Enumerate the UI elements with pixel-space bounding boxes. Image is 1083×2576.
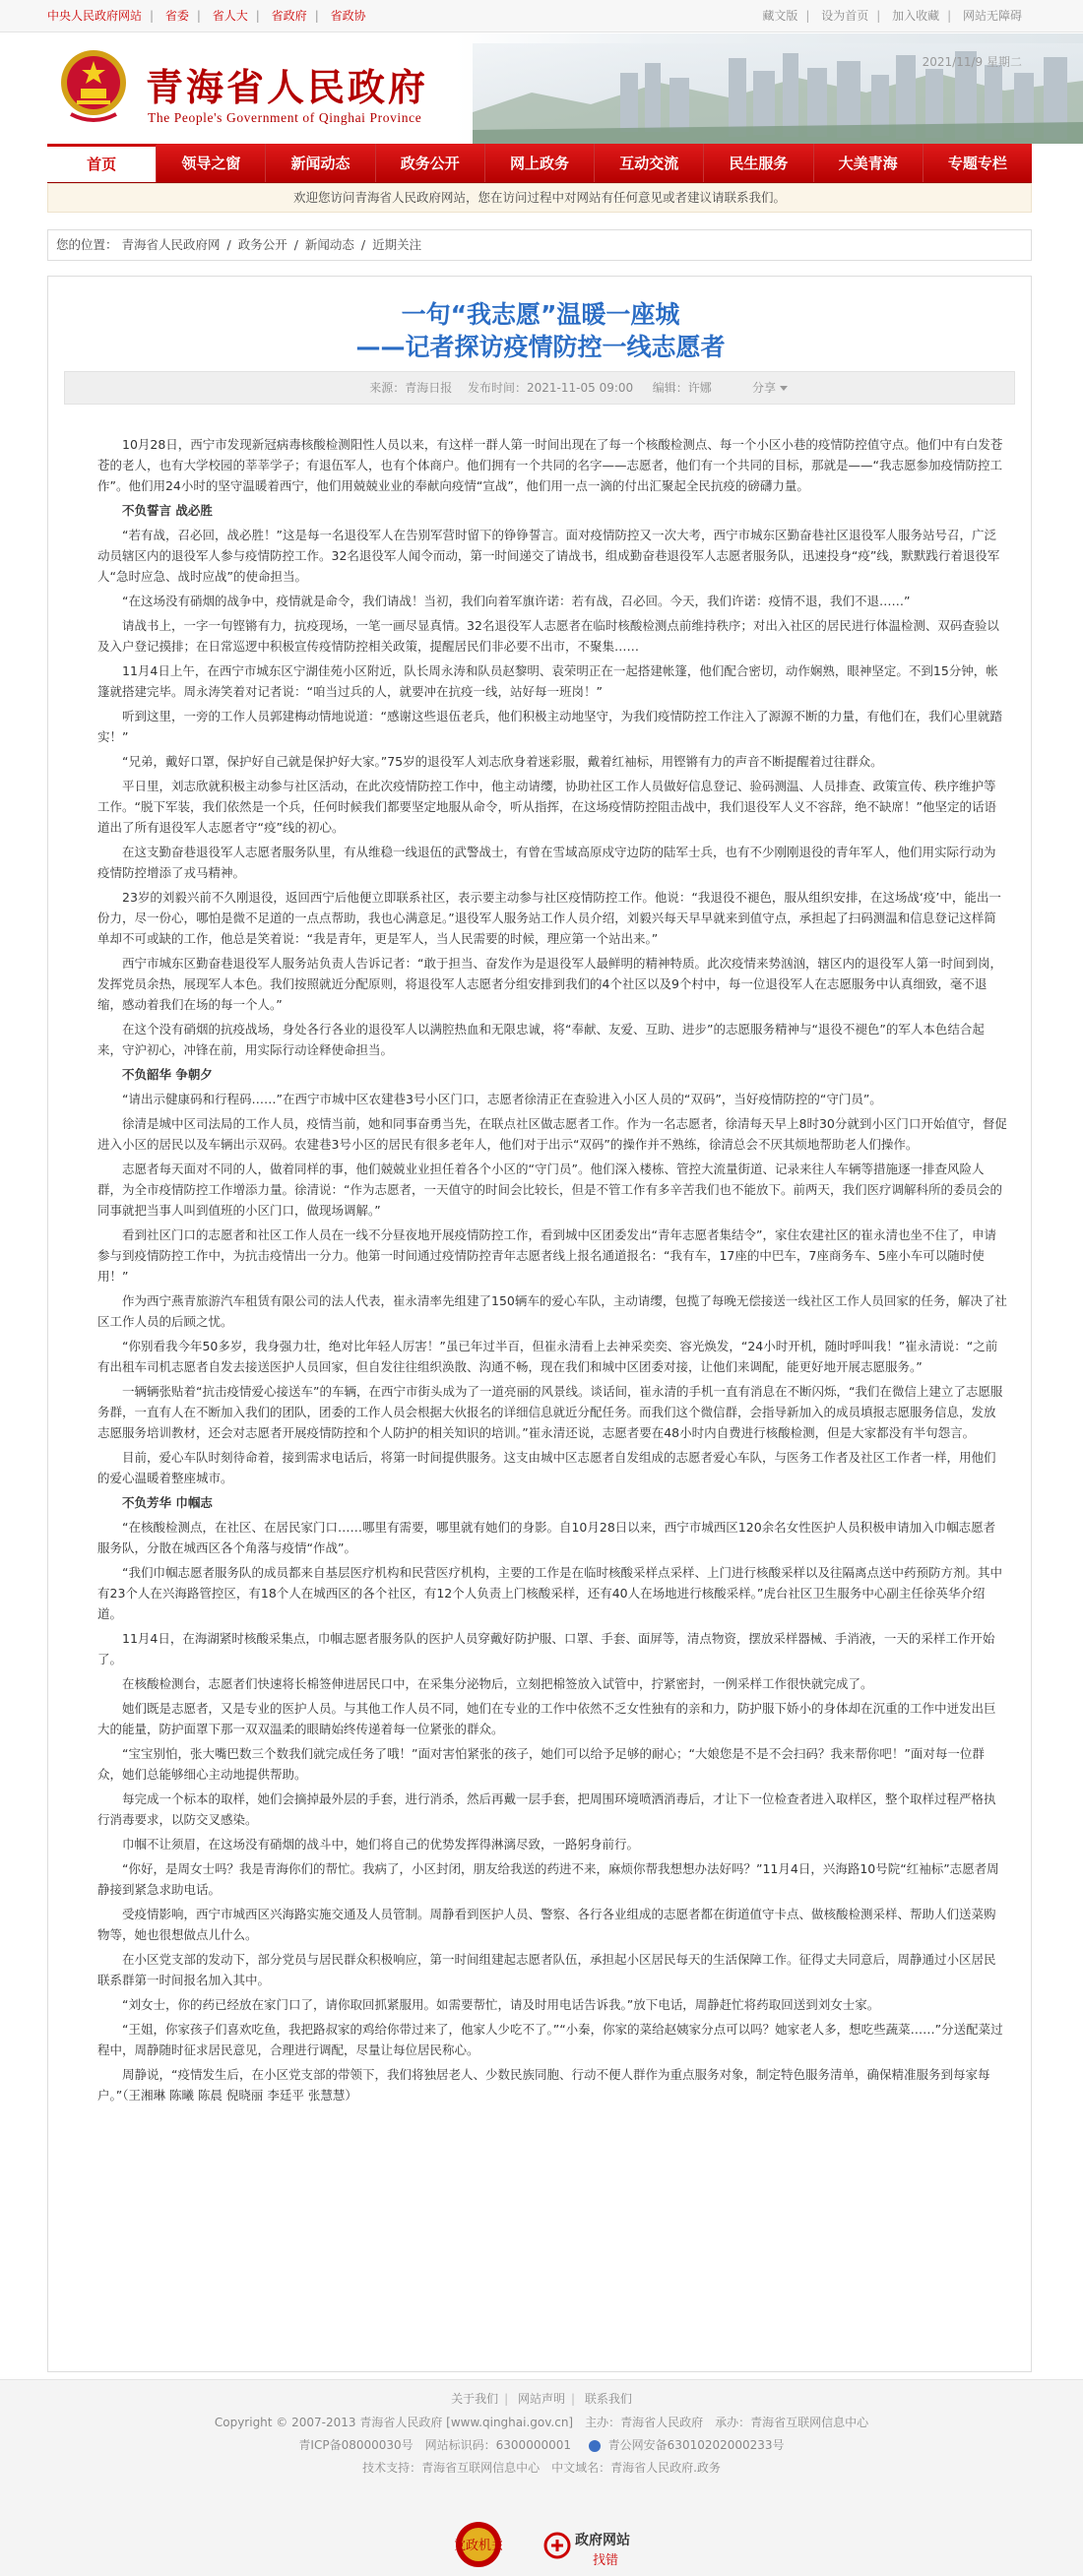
article-paragraph: 志愿者每天面对不同的人，做着同样的事，他们兢兢业业担任着各个小区的“守门员”。他们深入楼栋、管控大流量街道、记录来往人车辆等措施逐一排查风险人群，为全市疫情防控工作增添力量。徐清说：“作为志愿者，一天值守的时间会比较长，但是不管工作有多辛苦我们也不能放下。前两天，我们医疗调解科所的委员会的同事就把当事人叫到值班的小区门口，做现场调解。” (97, 1162, 1002, 1218)
footer-link-about[interactable]: 关于我们 (451, 2392, 499, 2406)
site-title-english: The People's Government of Qinghai Province (148, 110, 422, 125)
nav-special-topics[interactable]: 专题专栏 (947, 155, 1007, 172)
article-paragraph: “你好，是周女士吗？我是青海你们的帮忙。我病了，小区封闭，朋友给我送的药进不来，麻烦你帮我想想办法好吗？”11月4日，兴海路10号院“红袖标”志愿者周静接到紧急求助电话。 (97, 1861, 999, 1897)
article-paragraph: “刘女士，你的药已经放在家门口了，请你取回抓紧服用。如需要帮忙，请及时用电话告诉我。”放下电话，周静赶忙将药取回送到刘女士家。 (122, 1997, 880, 2012)
section-subheading: 不负誓言 战必胜 (122, 503, 213, 518)
link-cppcc[interactable]: 省政协 (330, 9, 366, 23)
site-header (0, 33, 1083, 144)
top-bar (0, 0, 1083, 32)
article-title (48, 298, 1033, 363)
link-provincial-committee[interactable]: 省委 (164, 9, 189, 23)
article-paragraph: “请出示健康码和行程码……”在西宁市城中区农建巷3号小区门口，志愿者徐清正在查验进入小区人员的“双码”，当好疫情防控的“守门员”。 (122, 1092, 882, 1106)
nav-news[interactable]: 新闻动态 (266, 144, 375, 182)
breadcrumb-item-news[interactable]: 新闻动态 (304, 237, 354, 252)
article-paragraph: “在核酸检测点，在社区、在居民家门口……哪里有需要，哪里就有她们的身影。自10月28日以来，西宁市城西区120余名女性医护人员积极申请加入巾帼志愿者服务队，分散在城西区各个角落与疫情“作战”。 (97, 1520, 996, 1555)
current-date: 2021/11/9 星期二 (922, 55, 1022, 69)
gov-site-error-report-badge[interactable] (543, 2528, 652, 2567)
footer-support: 技术支持：青海省互联网信息中心 中文域名：青海省人民政府.政务 (362, 2461, 721, 2475)
link-tibetan-version[interactable]: 藏文版 (762, 9, 798, 23)
section-subheading: 不负芳华 巾帼志 (122, 1495, 213, 1510)
article-paragraph: 在这支勤奋巷退役军人志愿者服务队里，有从维稳一线退伍的武警战士，有曾在雪域高原戍守边防的陆军士兵，也有不少刚刚退役的青年军人，他们用实际行动为疫情防控增添了戎马精神。 (97, 845, 996, 880)
badge-gov-site-label: 政府网站 (575, 2533, 630, 2548)
article-meta-info: 来源：青海日报 发布时间：2021-11-05 09:00 编辑：许娜 (369, 381, 712, 395)
article-paragraph: 西宁市城东区勤奋巷退役军人服务站负责人告诉记者：“敢于担当、奋发作为是退役军人最鲜明的精神特质。此次疫情来势汹汹，辖区内的退役军人第一时间到岗，发挥党员余热，展现军人本色。我们按照就近分配原则，将退役军人志愿者分组安排到我们的4个社区以及9个村中，每一位退役军人在志愿服务中认真细致，毫不退缩，感动着我们在场的每一个人。” (97, 956, 1002, 1012)
article-paragraph: 她们既是志愿者，又是专业的医护人员。与其他工作人员不同，她们在专业的工作中依然不乏女性独有的亲和力，防护服下娇小的身体却在沉重的工作中迸发出巨大的能量，防护面罩下那一双双温柔的眼睛始终传递着每一位紧张的群众。 (97, 1701, 996, 1736)
article-paragraph: 看到社区门口的志愿者和社区工作人员在一线不分昼夜地开展疫情防控工作，看到城中区团委发出“青年志愿者集结令”，家住农建社区的崔永清也坐不住了，申请参与到疫情防控工作中，为抗击疫情出一分力。他第一时间通过疫情防控青年志愿者线上报名通道报名：“我有车，17座的中巴车，7座商务车、5座小车可以随时使用！” (97, 1227, 996, 1284)
article-paragraph: 一辆辆张贴着“抗击疫情爱心接送车”的车辆，在西宁市街头成为了一道亮丽的风景线。谈话间，崔永清的手机一直有消息在不断闪烁，“我们在微信上建立了志愿服务群，一直有人在不断加入我们的团队，团委的工作人员会根据大伙报名的详细信息就近分配任务。而我们这个微信群，会指导新加入的成员填报志愿服务信息，发放志愿服务培训教材，还会对志愿者开展疫情防控和个人防护的相关知识的培训。”崔永清还说，志愿者要在48小时内自费进行核酸检测，但是大家都没有半句怨言。 (97, 1384, 1003, 1440)
section-subheading: 不负韶华 争朝夕 (122, 1067, 213, 1082)
party-gov-badge-icon (455, 2521, 502, 2568)
article-paragraph: “王姐，你家孩子们喜欢吃鱼，我把路叔家的鸡给你带过来了，他家人少吃不了。”“小秦，你家的菜给赵姨家分点可以吗？她家老人多，想吃些蔬菜……”分送配菜过程中，周静随时征求居民意见，合理进行调配，尽量让每位居民称心。 (97, 2022, 1003, 2057)
article-paragraph: “在这场没有硝烟的战争中，疫情就是命令，我们请战！当初，我们向着军旗许诺：若有战，召必回。今天，我们许诺：疫情不退，我们不退……” (122, 594, 911, 608)
link-provincial-gov[interactable]: 省政府 (271, 9, 307, 23)
footer-icp-text: 青ICP备08000030号 网站标识码：6300000001 (298, 2438, 572, 2452)
top-links-left: 中央人民政府网站 | 省委 | 省人大 | 省政府 | 省政协 (47, 9, 366, 23)
breadcrumb-separator: / (360, 237, 366, 252)
article-paragraph: 11月4日上午，在西宁市城东区宁湖佳苑小区附近，队长周永涛和队员赵黎明、袁荣明正在一起搭建帐篷，他们配合密切，动作娴熟，眼神坚定。不到15分钟，帐篷就搭建完毕。周永涛笑着对记者说：“咱当过兵的人，就要冲在抗疫一线，站好每一班岗！” (97, 663, 998, 699)
breadcrumb-item-home[interactable]: 青海省人民政府网 (121, 237, 221, 252)
welcome-banner: 欢迎您访问青海省人民政府网站，您在访问过程中对网站有任何意见或者建议请联系我们。 (47, 183, 1032, 213)
link-add-favorite[interactable]: 加入收藏 (892, 9, 940, 23)
article-paragraph: “兄弟，戴好口罩，保护好自己就是保护好大家。”75岁的退役军人刘志欣身着迷彩服，戴着红袖标，用铿锵有力的声音不断提醒着过往群众。 (122, 754, 883, 769)
article-paragraph: 10月28日，西宁市发现新冠病毒核酸检测阳性人员以来，有这样一群人第一时间出现在了每一个核酸检测点、每一个小区小巷的疫情防控值守点。他们中有白发苍苍的老人，也有大学校园的莘莘学子；有退伍军人，也有个体商户。他们拥有一个共同的名字——志愿者，他们有一个共同的目标，那就是——“我志愿参加疫情防控工作”。他们用24小时的坚守温暖着西宁，他们用兢兢业业的奉献向疫情“宣战”，他们用一点一滴的付出汇聚起全民抗疫的磅礴力量。 (97, 437, 1003, 493)
footer-links: 关于我们 | 网站声明 | 联系我们 (451, 2392, 632, 2406)
article-paragraph: 23岁的刘毅兴前不久刚退役，返回西宁后他便立即联系社区，表示要主动参与社区疫情防控工作。他说：“我退役不褪色，服从组织安排，在这场战‘疫’中，能出一份力，尽一份心，哪怕是微不足道的一点点帮助，我也心满意足。”退役军人服务站工作人员介绍，刘毅兴每天早早就来到值守点，承担起了扫码测温和信息登记这样简单却不可或缺的工作，他总是笑着说：“我是青年，更是军人，当人民需要的时候，理应第一个站出来。” (97, 890, 1001, 946)
national-emblem-logo (57, 45, 130, 124)
breadcrumb-separator: / (293, 237, 298, 252)
article-paragraph: 受疫情影响，西宁市城西区兴海路实施交通及人员管制。周静看到医护人员、警察、各行各业组成的志愿者都在街道值守卡点、做核酸检测采样、帮助人们送菜购物等，她也很想做点儿什么。 (97, 1907, 996, 1942)
article-paragraph: 平日里，刘志欣就积极主动参与社区活动，在此次疫情防控工作中，他主动请缨，协助社区工作人员做好信息登记、验码测温、人员排查、政策宣传、秩序维护等工作。“脱下军装，我们依然是一个兵，任何时候我们都要坚定地服从命令，听从指挥，在这场疫情防控阻击战中，我们退役军人义不容辞，绝不缺席！”他坚定的话语道出了所有退役军人志愿者守“疫”线的初心。 (97, 779, 996, 835)
article-paragraph: 巾帼不让须眉，在这场没有硝烟的战斗中，她们将自己的优势发挥得淋漓尽致，一路躬身前行。 (122, 1837, 640, 1852)
footer-icp (0, 2436, 1083, 2453)
share-label: 分享 (752, 381, 777, 395)
breadcrumb-item-gov-affairs[interactable]: 政务公开 (237, 237, 287, 252)
site-title: 青海省人民政府 (146, 65, 429, 109)
article-paragraph: 在核酸检测台，志愿者们快速将长棉签伸进居民口中，在采集分泌物后，立刻把棉签放入试管中，拧紧密封，一例采样工作很快就完成了。 (122, 1676, 873, 1691)
party-gov-badge[interactable] (455, 2521, 502, 2568)
breadcrumb-label: 您的位置： (56, 237, 118, 252)
link-central-gov[interactable]: 中央人民政府网站 (47, 9, 143, 23)
share-button[interactable] (752, 372, 788, 404)
nav-livelihood[interactable]: 民生服务 (704, 144, 813, 182)
nav-leaders[interactable]: 领导之窗 (157, 144, 266, 182)
article-paragraph: 周静说，“疫情发生后，在小区党支部的带领下，我们将独居老人、少数民族同胞、行动不便人群作为重点服务对象，制定特色服务清单，确保精准服务到每家每户。”（王湘琳 陈曦 陈晨 倪晓丽 李廷平 张慧慧） (97, 2067, 990, 2103)
article-body (97, 434, 1007, 2109)
article-paragraph: 在小区党支部的发动下，部分党员与居民群众积极响应，第一时间组建起志愿者队伍，承担起小区居民每天的生活保障工作。征得丈夫同意后，周静通过小区居民联系群第一时间报名加入其中。 (97, 1952, 996, 1987)
nav-online-services[interactable]: 网上政务 (485, 144, 595, 182)
link-set-homepage[interactable]: 设为首页 (821, 9, 869, 23)
error-report-icon (543, 2532, 571, 2559)
article-paragraph: 请战书上，一字一句铿锵有力，抗疫现场，一笔一画尽显真情。32名退役军人志愿者在临时核酸检测点前维持秩序；对出入社区的居民进行体温检测、双码查验以及入户登记摸排；在日常巡逻中积极宣传疫情防控相关政策，提醒居民们非必要不出市，不聚集…… (97, 618, 999, 654)
article-paragraph: 徐清是城中区司法局的工作人员，疫情当前，她和同事奋勇当先，在联点社区做志愿者工作。作为一名志愿者，徐清每天早上8时30分就到小区门口开始值守，督促进入小区的居民以及车辆出示双码。农建巷3号小区的居民有很多老年人，他们对于出示“双码”的操作并不熟练，徐清总会不厌其烦地帮助老人们操作。 (97, 1116, 1007, 1152)
top-links-right: 藏文版 | 设为首页 | 加入收藏 | 网站无障碍 (762, 9, 1022, 23)
breadcrumb-separator: / (226, 237, 231, 252)
site-footer (0, 2379, 1083, 2576)
article-paragraph: “你别看我今年50多岁，我身强力壮，绝对比年轻人厉害！”虽已年过半百，但崔永清看上去神采奕奕、容光焕发，“24小时开机，随时呼叫我！”崔永清说：“之前有出租车司机志愿者自发去接送医护人员回家，但自发往往组织涣散、沟通不畅，现在我们和城中区团委对接，让他们来调配，能更好地开展志愿服务。” (97, 1339, 998, 1374)
link-accessibility[interactable]: 网站无障碍 (962, 9, 1022, 23)
nav-gov-affairs[interactable]: 政务公开 (376, 144, 485, 182)
footer-police-text: 青公网安备63010202000233号 (607, 2438, 785, 2452)
link-provincial-congress[interactable]: 省人大 (212, 9, 248, 23)
article-container (47, 276, 1032, 2372)
article-paragraph: 每完成一个标本的取样，她们会摘掉最外层的手套，进行消杀，然后再戴一层手套，把周围环境喷洒消毒后，才让下一位检查者进入取样区，整个取样过程严格执行消毒要求，以防交叉感染。 (97, 1791, 996, 1827)
footer-link-contact[interactable]: 联系我们 (584, 2392, 632, 2406)
nav-interaction[interactable]: 互动交流 (595, 144, 704, 182)
article-paragraph: “若有战，召必回，战必胜！”这是每一名退役军人在告别军营时留下的铮铮誓言。面对疫情防控又一次大考，西宁市城东区勤奋巷社区退役军人服务站号召，广泛动员辖区内的退役军人参与疫情防控工作。32名退役军人闻令而动，第一时间递交了请战书，组成勤奋巷退役军人志愿者服务队，迅速投身“疫”线，默默践行着退役军人“急时应急、战时应战”的使命担当。 (97, 528, 1000, 584)
footer-link-statement[interactable]: 网站声明 (517, 2392, 565, 2406)
breadcrumb (47, 229, 1032, 261)
main-nav (47, 144, 1032, 183)
article-paragraph: 在这个没有硝烟的抗疫战场，身处各行各业的退役军人以满腔热血和无限忠诚，将“奉献、友爱、互助、进步”的志愿服务精神与“退役不褪色”的军人本色结合起来，守沪初心，冲锋在前，用实际行动诠释使命担当。 (97, 1022, 985, 1057)
badge-find-error-label: 找错 (593, 2553, 619, 2568)
article-paragraph: 听到这里，一旁的工作人员郭建梅动情地说道：“感谢这些退伍老兵，他们积极主动地坚守，为我们疫情防控工作注入了源源不断的力量，有他们在，我们心里就踏实！” (97, 709, 1002, 744)
chevron-down-icon (780, 386, 788, 391)
article-meta-bar (64, 371, 1015, 405)
article-paragraph: 目前，爱心车队时刻待命着，接到需求电话后，将第一时间提供服务。这支由城中区志愿者自发组成的志愿者爱心车队，与医务工作者及社区工作者一样，用他们的爱心温暖着整座城市。 (97, 1450, 996, 1485)
nav-beautiful-qinghai[interactable]: 大美青海 (814, 144, 924, 182)
svg-text:党政机关: 党政机关 (455, 2539, 502, 2553)
nav-home[interactable]: 首页 (47, 144, 157, 182)
article-paragraph: 11月4日，在海湖紧时核酸采集点，巾帼志愿者服务队的医护人员穿戴好防护服、口罩、手套、面屏等，清点物资，摆放采样器械、手消液，一天的采样工作开始了。 (97, 1631, 995, 1666)
article-paragraph: “宝宝别怕，张大嘴巴数三个数我们就完成任务了哦！”面对害怕紧张的孩子，她们可以给予足够的耐心；“大娘您是不是不会扫码？我来帮你吧！”面对每一位群众，她们总能够细心主动地提供帮助。 (97, 1746, 985, 1782)
police-badge-icon (589, 2440, 601, 2452)
article-paragraph: 作为西宁燕青旅游汽车租赁有限公司的法人代表，崔永清率先组建了150辆车的爱心车队，主动请缨，包揽了每晚无偿接送一线社区工作人员回家的任务，解决了社区工作人员的后顾之忧。 (97, 1293, 1007, 1329)
article-title-line2: ——记者探访疫情防控一线志愿者 (355, 333, 726, 361)
article-title-line1: 一句“我志愿”温暖一座城 (401, 300, 680, 329)
footer-copyright: Copyright © 2007-2013 青海省人民政府 [www.qinghai.gov.cn] 主办：青海省人民政府 承办：青海省互联网信息中心 (214, 2416, 869, 2429)
breadcrumb-item-recent[interactable]: 近期关注 (372, 237, 422, 252)
article-paragraph: “我们巾帼志愿者服务队的成员都来自基层医疗机构和民营医疗机构，主要的工作是在临时核酸采样点采样、上门进行核酸采样以及往隔离点送中药预防方剂。其中有23个人在兴海路管控区，有18个人在城西区的各个社区，有12个人负责上门核酸采样，还有40人在场地进行核酸采样。”虎台社区卫生服务中心副主任徐英华介绍道。 (97, 1565, 1002, 1621)
